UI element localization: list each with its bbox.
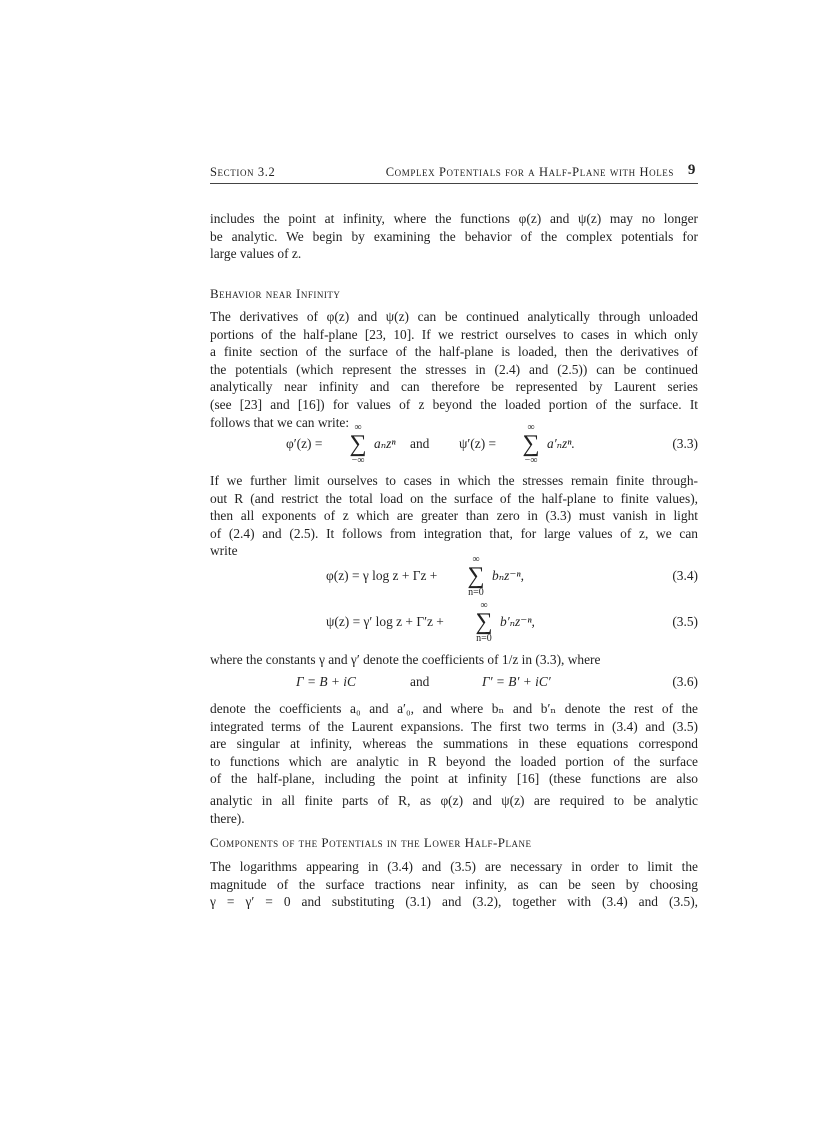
text-line: of (2.4) and (2.5). It follows from integration that, for large values of z, we can <box>210 525 698 541</box>
eq-term: bₙz⁻ⁿ, <box>492 568 524 583</box>
eq-and: and <box>410 436 430 451</box>
text-line: denote the coefficients a₀ and a′₀, and where bₙ and b′ₙ denote the rest of the <box>210 701 698 716</box>
text-line: where the constants γ and γ′ denote the coefficients of 1/z in (3.3), where <box>210 652 601 667</box>
text-line: (see [23] and [16]) for values of z beyond the loaded portion of the surface. It <box>210 396 698 412</box>
eq-lhs: φ′(z) = <box>286 436 323 451</box>
eq-lhs: φ(z) = γ log z + Γz + <box>326 568 438 583</box>
eq-left: Γ = B + iC <box>296 674 356 689</box>
section-heading-infinity: Behavior near Infinity <box>210 286 341 301</box>
text-line: there). <box>210 810 245 826</box>
text-line: then all exponents of z which are greater than zero in (3.3) must vanish in light <box>210 508 698 524</box>
text-line: γ = γ′ = 0 and substituting (3.1) and (3.2), together with (3.4) and (3.5), <box>210 894 698 910</box>
summation: ∞ ∑ n=0 <box>475 600 493 644</box>
paragraph-derivatives <box>210 308 698 431</box>
text-line: out R (and restrict the total load on the surface of the half-plane to finite values), <box>210 490 698 506</box>
section-label: Section 3.2 <box>210 165 276 179</box>
equation-3-6 <box>210 674 698 696</box>
running-header <box>210 161 698 184</box>
text-line: large values of z. <box>210 246 302 262</box>
text-line: to functions which are analytic in R beyond the loaded portion of the surface <box>210 753 698 769</box>
equation-number: (3.5) <box>672 614 698 629</box>
text-line: write <box>210 543 238 559</box>
eq-right: Γ′ = B′ + iC′ <box>482 674 551 689</box>
text-line: The derivatives of φ(z) and ψ(z) can be continued analytically through unloaded <box>210 309 698 324</box>
chapter-title: Complex Potentials for a Half-Plane with Holes <box>385 165 674 179</box>
text-line: magnitude of the surface tractions near infinity, as can be seen by choosing <box>210 876 698 892</box>
text-line: a finite section of the surface of the half-plane is loaded, then the derivatives of <box>210 344 698 360</box>
text-line: The logarithms appearing in (3.4) and (3.5) are necessary in order to limit the <box>210 859 698 874</box>
text-line: includes the point at infinity, where the functions φ(z) and ψ(z) may no longer <box>210 211 698 226</box>
eq-lhs: ψ(z) = γ′ log z + Γ′z + <box>326 614 444 629</box>
summation: ∞ ∑ n=0 <box>467 554 485 598</box>
paragraph-intro <box>210 210 698 263</box>
eq-term: aₙzⁿ <box>374 436 396 451</box>
text-line: of the half-plane, including the point at infinity [16] (these functions are also <box>210 771 698 787</box>
text-line: integrated terms of the Laurent expansions. The first two terms in (3.4) and (3.5) <box>210 718 698 734</box>
equation-number: (3.4) <box>672 568 698 583</box>
page-number: 9 <box>687 162 696 178</box>
text-line: are singular at infinity, whereas the summations in these equations correspond <box>210 736 698 752</box>
text-line: If we further limit ourselves to cases in which the stresses remain finite through- <box>210 473 698 488</box>
text-line: be analytic. We begin by examining the behavior of the complex potentials for <box>210 228 698 244</box>
equation-number: (3.6) <box>672 674 698 689</box>
paragraph-coefficients <box>210 700 698 827</box>
eq-and: and <box>410 674 430 689</box>
section-heading-lower-half-plane: Components of the Potentials in the Lower Half-Plane <box>210 835 532 850</box>
paragraph-logarithms <box>210 858 698 911</box>
text-line: analytically near infinity and can therefore be represented by Laurent series <box>210 379 698 395</box>
paragraph-constants <box>210 651 698 669</box>
text-line: portions of the half-plane [23, 10]. If we restrict ourselves to cases in which only <box>210 326 698 342</box>
text-line: analytic in all finite parts of R, as φ(z) and ψ(z) are required to be analytic <box>210 792 698 808</box>
equation-3-5 <box>210 600 698 648</box>
equation-number: (3.3) <box>672 436 698 451</box>
equation-3-4 <box>210 554 698 602</box>
paragraph-finite-stress <box>210 472 698 560</box>
eq-lhs: ψ′(z) = <box>459 436 497 451</box>
text-line: follows that we can write: <box>210 414 350 430</box>
text-line: the potentials (which represent the stresses in (2.4) and (2.5)) can be continued <box>210 361 698 377</box>
summation: ∞ ∑ −∞ <box>349 422 367 466</box>
eq-term: b′ₙz⁻ⁿ, <box>500 614 535 629</box>
eq-term: a′ₙzⁿ. <box>547 436 575 451</box>
summation: ∞ ∑ −∞ <box>522 422 540 466</box>
